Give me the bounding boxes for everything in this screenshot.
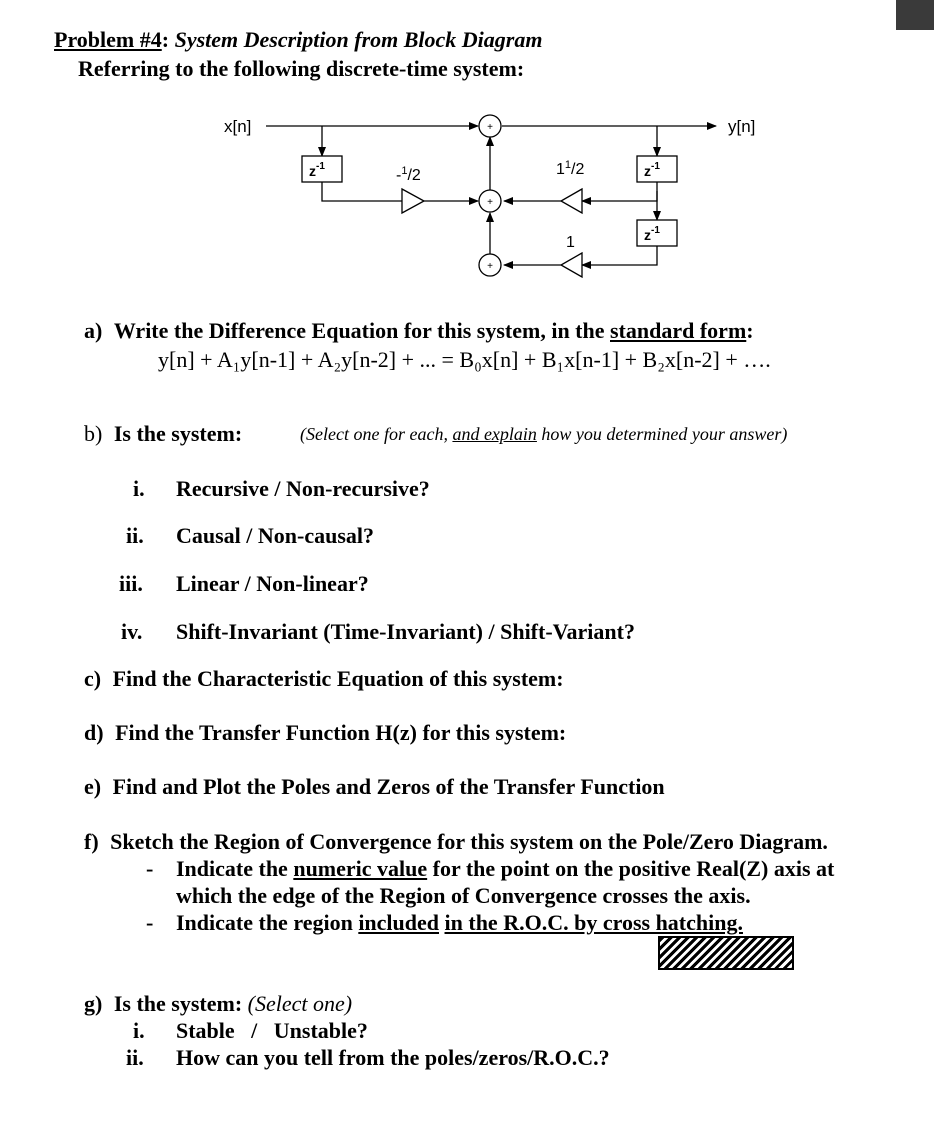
part-f-bullet1-prefix: Indicate the — [176, 856, 288, 881]
gain-label-three-halves: $1^1/2$ — [556, 159, 585, 178]
part-a-equation: y[n] + A₁y[n-1] + A₂y[n-2] + ... = B₀x[n] + B₁x[n-1] + B₂x[n-2] + …. — [158, 347, 771, 372]
part-f-text: Sketch the Region of Convergence for this system on the Pole/Zero Diagram. — [110, 829, 828, 854]
part-b-item-num: ii. — [126, 523, 144, 548]
delay-label-y1: $z^{-1}$ — [644, 161, 660, 179]
part-f-bullet: - — [146, 910, 154, 935]
cross-hatch-swatch — [658, 936, 794, 970]
part-f-bullet1 — [176, 856, 834, 882]
part-b-item-text: Recursive / Non-recursive? — [176, 476, 430, 501]
part-a-label: a) — [84, 318, 103, 343]
part-f-bullet1-suffix: for the point on the positive Real(Z) axis at — [432, 856, 835, 881]
adder-bottom-symbol: + — [487, 261, 493, 272]
part-b-label: b) — [84, 421, 103, 446]
gain-triangle-three-halves — [561, 189, 582, 213]
gain-label-one: 1 — [566, 234, 575, 251]
problem-title: System Description from Block Diagram — [174, 27, 543, 52]
line-delay-to-gain-three-halves — [582, 191, 657, 201]
part-g-item-num: ii. — [126, 1045, 144, 1070]
line-delay2-to-gain-one — [582, 246, 657, 265]
input-label: x[n] — [224, 117, 252, 136]
part-g-text: Is the system: — [113, 991, 243, 1016]
part-g-item-num: i. — [133, 1018, 145, 1043]
part-g-question — [84, 991, 352, 1017]
part-b-text: Is the system: — [113, 421, 243, 446]
delay-label-x: $z^{-1}$ — [309, 161, 325, 179]
gain-label-neg-half: -$^1$/2 — [396, 165, 421, 184]
part-c-text: Find the Characteristic Equation of this system: — [112, 666, 564, 691]
part-b-item-text: Causal / Non-causal? — [176, 523, 375, 548]
part-a-question — [84, 318, 754, 344]
part-b-note — [300, 424, 787, 445]
adder-middle-symbol: + — [487, 197, 493, 208]
intro-text: Referring to the following discrete-time system: — [78, 56, 525, 81]
part-a-text: Write the Difference Equation for this system, in the — [113, 318, 605, 343]
part-b-item-text: Shift-Invariant (Time-Invariant) / Shift-Variant? — [176, 619, 635, 644]
part-g-item-text: Stable / Unstable? — [176, 1018, 368, 1043]
problem-colon: : — [161, 27, 170, 52]
block-diagram — [0, 95, 934, 285]
delay-label-y2: $z^{-1}$ — [644, 225, 660, 243]
part-e-label: e) — [84, 774, 102, 799]
part-g-item-text: How can you tell from the poles/zeros/R.O.C.? — [176, 1045, 610, 1070]
window-corner-bar — [896, 0, 934, 30]
adder-top-symbol: + — [487, 122, 493, 133]
gain-triangle-neg-half — [402, 189, 424, 213]
line-delay-to-gain — [322, 182, 402, 201]
part-d-text: Find the Transfer Function H(z) for this system: — [115, 720, 567, 745]
part-f-numeric-value: numeric value — [293, 856, 428, 881]
part-f-bullet2-prefix: Indicate the region — [176, 910, 353, 935]
gain-triangle-one — [561, 253, 582, 277]
problem-label: Problem #4 — [54, 27, 162, 52]
part-b-note-prefix: (Select one for each, — [300, 424, 448, 444]
part-b-item-num: i. — [133, 476, 145, 501]
output-label: y[n] — [728, 117, 756, 136]
part-b-item-num: iv. — [121, 619, 143, 644]
part-b-note-link: and explain — [452, 424, 537, 444]
part-b-item-text: Linear / Non-linear? — [176, 571, 369, 596]
part-e-text: Find and Plot the Poles and Zeros of the Transfer Function — [112, 774, 665, 799]
part-b-item-num: iii. — [119, 571, 143, 596]
part-a-standard-form: standard form — [610, 318, 747, 343]
part-d-label: d) — [84, 720, 104, 745]
part-f-included: included — [358, 910, 440, 935]
part-f-bullet2 — [176, 910, 743, 936]
part-f-bullet: - — [146, 856, 154, 881]
part-c-question — [84, 666, 564, 692]
part-b-question — [84, 421, 242, 447]
part-c-label: c) — [84, 666, 102, 691]
part-f-bullet1-line2: which the edge of the Region of Convergence crosses the axis. — [176, 883, 751, 908]
part-f-bullet2-suffix: in the R.O.C. by cross hatching. — [444, 910, 743, 935]
part-f-label: f) — [84, 829, 99, 854]
part-g-note: (Select one) — [247, 991, 353, 1016]
part-a-colon: : — [746, 318, 754, 343]
part-d-question — [84, 720, 566, 746]
problem-heading — [54, 27, 542, 53]
part-b-note-suffix: how you determined your answer) — [541, 424, 788, 444]
part-e-question — [84, 774, 665, 800]
part-g-label: g) — [84, 991, 103, 1016]
part-f-question — [84, 829, 828, 855]
